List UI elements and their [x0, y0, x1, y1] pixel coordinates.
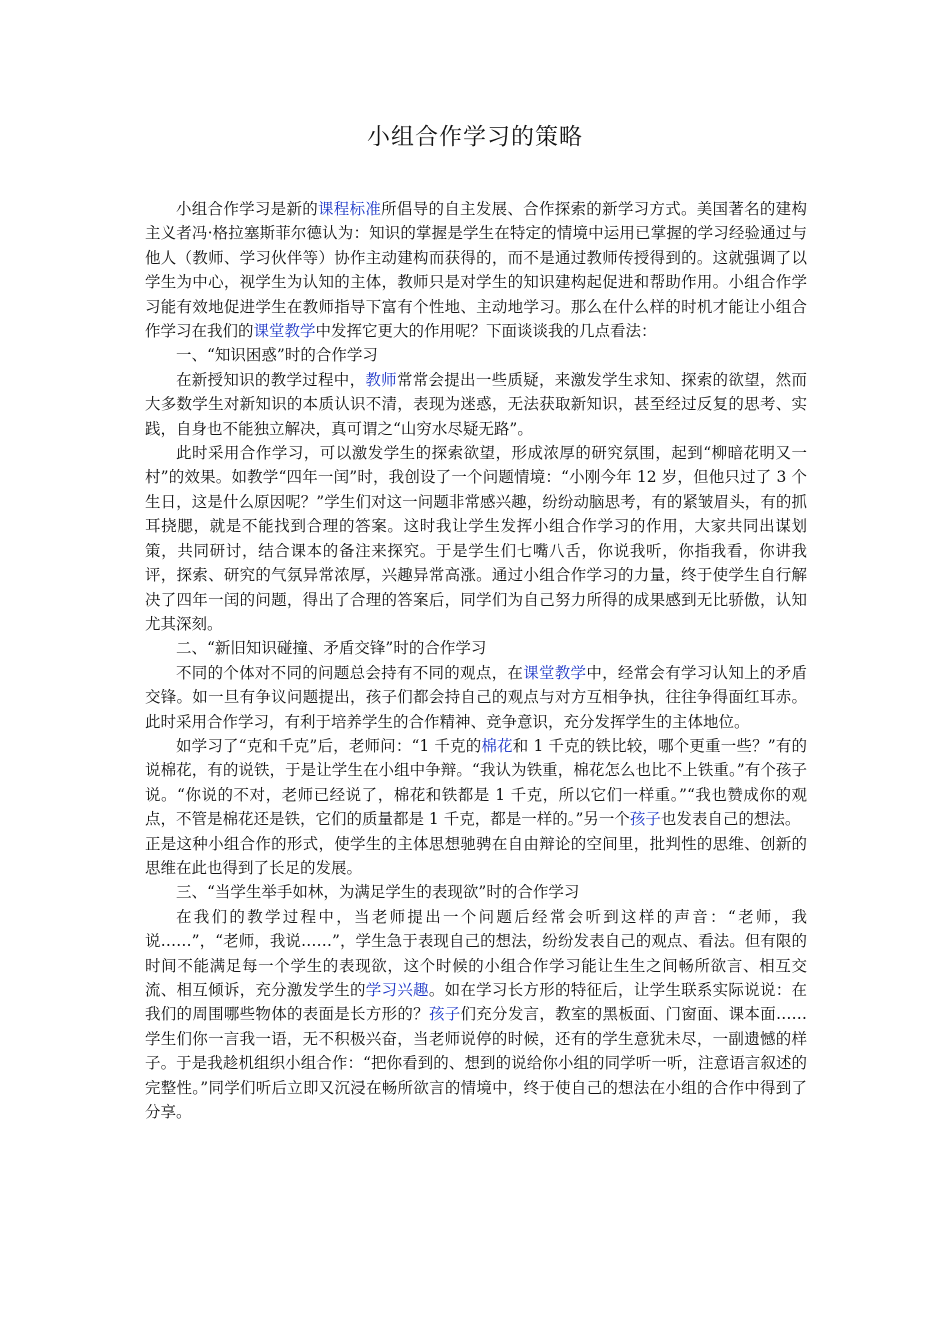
paragraph-text: 。如在学习长方形的特征后，让学生联系实际说说：在我们的周围哪些物体的表面是长方形的？ [145, 981, 807, 1024]
paragraph-text: 中，经常会有学习认知上的矛盾交锋。如一旦有争议问题提出，孩子们都会持自己的观点与对方互相争执，往往争得面红耳赤。此时采用合作学习，有利于培养学生的合作精神、竞争意识，充分发挥学生的主体地位。 [145, 663, 807, 731]
paragraph-text: 和 1 千克的铁比较，哪个更重一些？”有的说棉花，有的说铁，于是让学生在小组中争辩。“我认为铁重，棉花怎么也比不上铁重。”有个孩子说。“你说的不对，老师已经说了，棉花和铁都是 1 千克，所以它们一样重。”“我也赞成你的观点，不管是棉花还是铁，它们的质量都是 1 千克，都是一样的。”另一个 [145, 736, 807, 829]
paragraph-text: 此时采用合作学习，可以激发学生的探索欲望，形成浓厚的研究氛围，起到“柳暗花明又一村”的效果。如教学“四年一闰”时，我创设了一个问题情境：“小刚今年 12 岁，但他只过了 3 个生日，这是什么原因呢？”学生们对这一问题非常感兴趣，纷纷动脑思考，有的紧皱眉头，有的抓耳挠腮，就是不能找到合理的答案。这时我让学生发挥小组合作学习的作用，大家共同出谋划策，共同研讨，结合课本的备注来探究。于是学生们七嘴八舌，你说我听，你指我看，你讲我评，探索、研究的气氛异常浓厚，兴趣异常高涨。通过小组合作学习的力量，终于使学生自行解决了四年一闰的问题，得出了合理的答案后，同学们为自己努力所得的成果感到无比骄傲，认知尤其深刻。 [145, 444, 807, 633]
paragraph-text: 如学习了“克和千克”后，老师问：“1 千克的 [176, 736, 482, 755]
paragraph-text: 一、“知识困惑”时的合作学习 [176, 346, 378, 365]
paragraph-text: 所倡导的自主发展、合作探索的新学习方式。美国著名的建构主义者冯·格拉塞斯菲尔德认为：知识的掌握是学生在特定的情境中运用已掌握的学习经验通过与他人（教师、学习伙伴等）协作主动建构而获得的，而不是通过教师传授得到的。这就强调了以学生为中心，视学生为认知的主体，教师只是对学生的知识建构起促进和帮助作用。小组合作学习能有效地促进学生在教师指导下富有个性地、主动地学习。那么在什么样的时机才能让小组合作学习在我们的 [145, 200, 807, 341]
inline-link[interactable]: 孩子 [428, 1005, 461, 1024]
paragraph [145, 197, 807, 343]
inline-link[interactable]: 课堂教学 [523, 663, 587, 682]
paragraph-text: 常常会提出一些质疑，来激发学生求知、探索的欲望，然而大多数学生对新知识的本质认识不清，表现为迷惑，无法获取新知识，甚至经过反复的思考、实践，自身也不能独立解决，真可谓之“山穷水尽疑无路”。 [145, 370, 807, 438]
page-title: 小组合作学习的策略 [367, 124, 583, 150]
inline-link[interactable]: 课堂教学 [253, 322, 316, 341]
paragraph-text: 二、“新旧知识碰撞、矛盾交锋”时的合作学习 [176, 639, 487, 658]
inline-link[interactable]: 学习兴趣 [365, 981, 429, 999]
paragraph [145, 636, 807, 660]
paragraph-text: 们充分发言，教室的黑板面、门窗面、课本面……学生们你一言我一语，无不积极兴奋，当老师说停的时候，还有的学生意犹未尽，一副遗憾的样子。于是我趁机组织小组合作：“把你看到的、想到的说给你小组的同学听一听，注意语言叙述的完整性。”同学们听后立即又沉浸在畅所欲言的情境中，终于使自己的想法在小组的合作中得到了分享。 [145, 1005, 807, 1122]
paragraph-text: 小组合作学习是新的 [176, 200, 319, 218]
paragraph [145, 880, 807, 904]
paragraph-text: 在我们的教学过程中，当老师提出一个问题后经常会听到这样的声音：“老师，我说……”，“老师，我说……”，学生急于表现自己的想法，纷纷发表自己的观点、看法。但有限的时间不能满足每一个学生的表现欲，这个时候的小组合作学习能让生生之间畅所欲言、相互交流、相互倾诉，充分激发学生的 [145, 907, 807, 999]
paragraph-text: 中发挥它更大的作用呢？下面谈谈我的几点看法： [315, 322, 657, 341]
paragraph [145, 905, 807, 1125]
paragraph-text: 三、“当学生举手如林，为满足学生的表现欲”时的合作学习 [176, 883, 580, 902]
paragraph [145, 343, 807, 367]
paragraph-text: 在新授知识的教学过程中， [176, 370, 366, 389]
paragraph [145, 441, 807, 636]
paragraph [145, 734, 807, 832]
paragraph [145, 832, 807, 881]
paragraph-text: 也发表自己的想法。 [660, 810, 801, 829]
document-body [145, 197, 807, 1124]
inline-link[interactable]: 孩子 [629, 810, 661, 829]
inline-link[interactable]: 课程标准 [318, 200, 382, 218]
paragraph-text: 不同的个体对不同的问题总会持有不同的观点，在 [176, 663, 524, 682]
paragraph [145, 661, 807, 734]
inline-link[interactable]: 棉花 [481, 736, 513, 755]
inline-link[interactable]: 教师 [365, 370, 397, 389]
paragraph [145, 368, 807, 441]
paragraph-text: 正是这种小组合作的形式，使学生的主体思想驰骋在自由辩论的空间里，批判性的思维、创新的思维在此也得到了长足的发展。 [145, 834, 807, 877]
